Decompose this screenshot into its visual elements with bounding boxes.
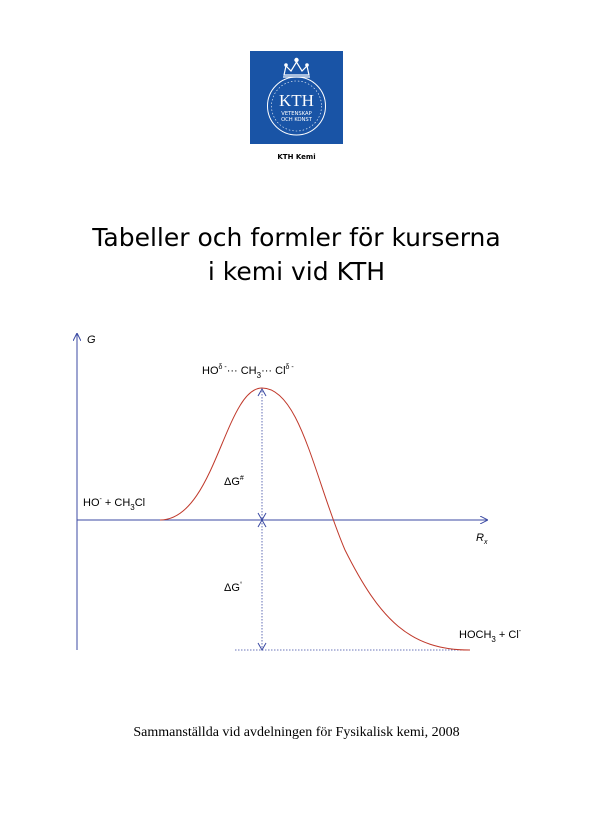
logo-text-line2: OCH KONST <box>281 117 312 123</box>
reaction-energy-label: ΔG° <box>224 582 243 594</box>
y-axis-label: G <box>87 334 96 346</box>
kth-crest-icon <box>250 51 343 144</box>
logo-caption: KTH Kemi <box>277 153 316 161</box>
page-title <box>0 221 593 289</box>
energy-curve <box>160 388 470 650</box>
kth-logo <box>250 51 343 144</box>
crown-icon <box>283 58 310 77</box>
reactant-label: $HO^- + CH_3Cl$ <box>83 496 146 512</box>
title-line-1: Tabeller och formler för kurserna <box>92 223 501 252</box>
activation-energy-label: ΔG# <box>224 475 244 488</box>
product-label: $HOCH_3 + Cl^-$ <box>459 628 522 644</box>
logo-text-main: KTH <box>279 91 314 110</box>
logo-text-line1: VETENSKAP <box>281 111 312 117</box>
energy-diagram <box>0 320 593 660</box>
transition-state-label: $HO^{\delta -}\cdot\cdot\cdot CH_3\cdot\cdot\cdot Cl^{\delta -}$ <box>202 364 294 380</box>
title-line-2: i kemi vid KTH <box>207 257 386 286</box>
footer-text: Sammanställda vid avdelningen för Fysikalisk kemi, 2008 <box>133 725 460 740</box>
x-axis-label: $R_x$ <box>476 532 488 546</box>
